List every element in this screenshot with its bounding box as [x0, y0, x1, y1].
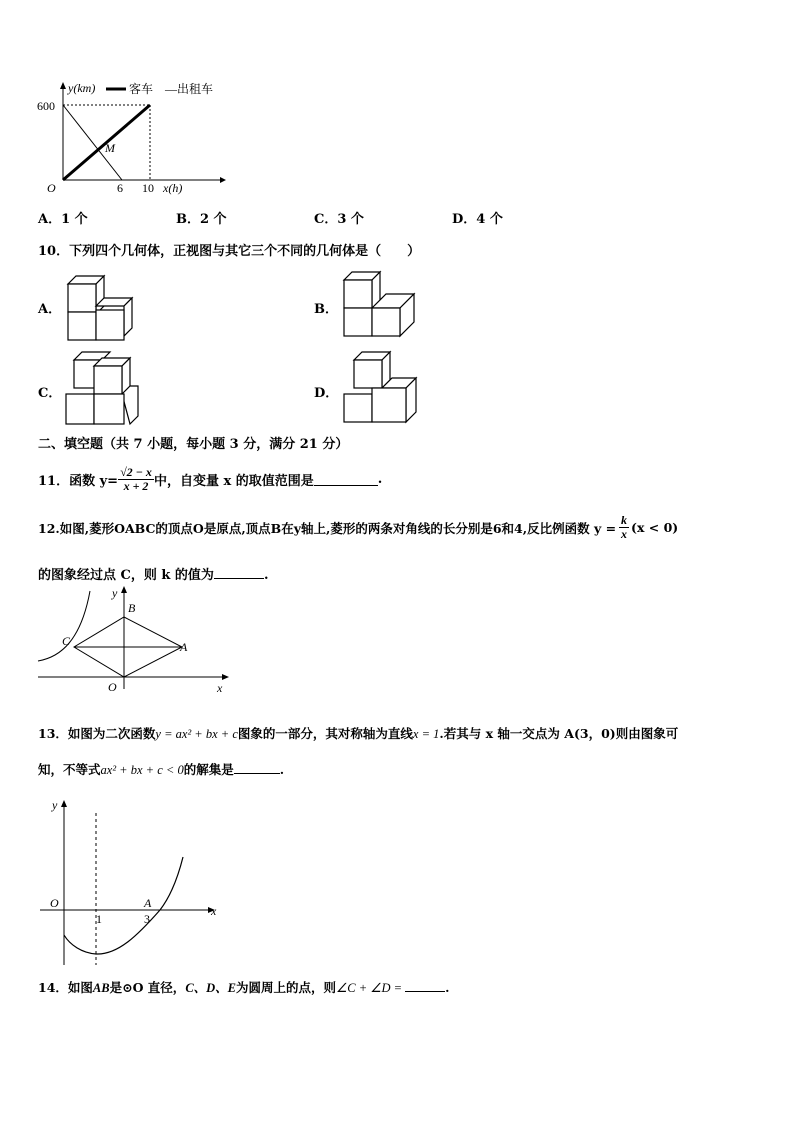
legend-bus-label: 客车	[129, 82, 154, 96]
q12-answer-blank[interactable]	[214, 566, 264, 579]
y-axis-arrow	[61, 800, 67, 807]
q12-fraction	[619, 514, 629, 541]
q13-line1	[38, 724, 678, 742]
q12-text: 12.如图,菱形OABC的顶点O是原点,顶点B在y轴上,菱形的两条对角线的长分别是6和4,反比例函数 y =	[38, 520, 617, 536]
q14-line	[38, 978, 449, 996]
tick-3: 3	[144, 912, 150, 926]
q10-solid-b	[340, 270, 420, 342]
q14-angles: ∠C + ∠D =	[336, 981, 403, 995]
point-m-label: M	[105, 141, 115, 155]
q10-solid-c	[64, 350, 144, 430]
label-x: x	[217, 681, 223, 695]
x-axis-label: x(h)	[163, 181, 183, 195]
q9-option-d: D．4 个	[452, 212, 503, 227]
q14-text-c: 为圆周上的点，则	[236, 980, 337, 995]
q9-option-b: B．2 个	[176, 212, 227, 227]
q10-solid-d	[340, 350, 420, 430]
q11-fraction-den: x + 2	[123, 479, 149, 494]
x-axis-arrow	[222, 674, 229, 680]
y-axis-arrow	[121, 586, 127, 593]
y-axis-arrow	[60, 82, 66, 89]
label-a: A	[144, 896, 152, 910]
label-y: y	[112, 586, 118, 600]
q14-end: .	[445, 980, 450, 995]
tick-1: 1	[96, 912, 102, 926]
q13-text-e: 的解集是	[183, 762, 234, 777]
legend-taxi-label: —出租车	[165, 82, 214, 96]
label-c: C	[62, 634, 71, 648]
label-x: x	[211, 904, 217, 918]
q12-rhombus-figure	[36, 585, 236, 697]
q11-line: 11．函数 y= $\frac{√2 - x}{x + 2}$ 中，自变量 x 的取值范围是 .	[38, 465, 383, 494]
q14-text-b: 是⊙O 直径，	[109, 980, 186, 995]
q11-answer-blank[interactable]	[314, 473, 378, 486]
origin-label: O	[47, 181, 56, 195]
q14-cde: C、D、E	[185, 981, 237, 995]
q12-line1	[38, 514, 678, 541]
q11-fraction-num: √2 − x	[120, 465, 152, 479]
q13-function: y = ax² + bx + c	[155, 727, 238, 741]
label-y: y	[52, 798, 58, 812]
q14-answer-blank[interactable]	[405, 979, 445, 992]
x-tick-10: 10	[142, 181, 154, 195]
y-axis-label: y(km)	[68, 81, 96, 95]
x-axis-arrow	[220, 177, 226, 183]
q13-line2: 知，不等式ax² + bx + c < 0的解集是 .	[38, 762, 285, 777]
q11-suffix: 中，自变量 x 的取值范围是	[153, 474, 314, 490]
label-o: O	[50, 896, 59, 910]
q13-text-a: 13．如图为二次函数	[38, 726, 156, 741]
q11-fraction	[118, 466, 154, 493]
q13-text-c: .若其与 x 轴一交点为 A(3，0)则由图象可	[439, 726, 679, 741]
q14-ab: AB	[92, 981, 110, 995]
label-o: O	[108, 680, 117, 694]
q11-prefix: 11．函数 y=	[38, 474, 119, 490]
label-a: A	[180, 640, 188, 654]
q14-text-a: 14．如图	[38, 980, 93, 995]
x-tick-6: 6	[117, 181, 123, 195]
q9-distance-time-graph	[30, 75, 230, 200]
label-b: B	[128, 601, 136, 615]
q13-text-d: 知，不等式	[38, 762, 101, 777]
q10-label-b: B．	[314, 302, 338, 317]
q13-inequality: ax² + bx + c < 0	[100, 763, 184, 777]
q13-axis: x = 1	[412, 727, 440, 741]
y-tick-600: 600	[37, 99, 55, 113]
section-title-fill-in: 二、填空题（共 7 小题，每小题 3 分，满分 21 分）	[38, 437, 349, 452]
q13-answer-blank[interactable]	[234, 761, 280, 774]
parabola-curve	[64, 857, 183, 954]
q12-line2: 的图象经过点 C，则 k 的值为 .	[38, 568, 269, 583]
q12-fraction-num: k	[621, 513, 628, 527]
q9-option-c: C．3 个	[314, 212, 364, 227]
q13-parabola-figure	[40, 795, 230, 970]
q12-line2-text: 的图象经过点 C，则 k 的值为	[38, 568, 214, 583]
q9-option-a: A．1 个	[38, 212, 88, 227]
q10-label-d: D．	[314, 386, 339, 401]
q10-label-c: C．	[38, 386, 62, 401]
q10-stem: 10．下列四个几何体，正视图与其它三个不同的几何体是（ ）	[38, 244, 421, 259]
q12-condition: (x < 0)	[631, 520, 679, 536]
q10-label-a: A．	[38, 302, 62, 317]
q12-fraction-den: x	[621, 527, 628, 542]
hyperbola-branch	[38, 591, 90, 661]
q10-solid-a	[64, 270, 136, 342]
q13-text-b: 图象的一部分，其对称轴为直线	[237, 726, 413, 741]
